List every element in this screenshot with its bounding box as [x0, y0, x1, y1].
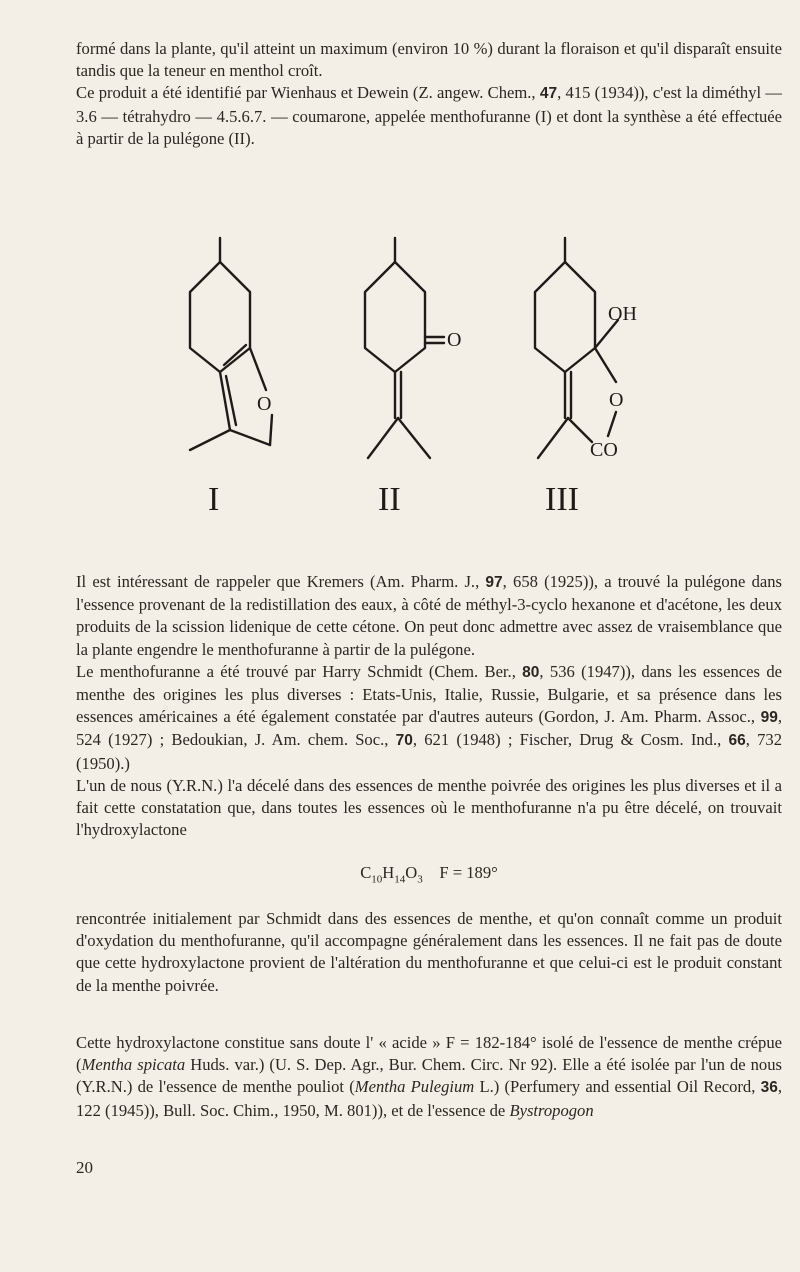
lactone-oxygen-label: O	[609, 389, 624, 411]
text-span: Huds. var.) (U. S. Dep. Agr., Bur. Chem. Circ. Nr 92). Elle a été isolée par l'un de nous (Y.R.N.) de l'essence de menthe pouliot (	[76, 1055, 782, 1097]
paragraph-2	[76, 82, 782, 150]
text-span: Ce produit a été identifié par Wienhaus et Dewein (Z. angew. Chem.,	[76, 83, 540, 103]
text-span: Cette hydroxylactone constitue sans doute l' « acide » F = 182-184° isolé de l'essence de menthe crépue (	[76, 1033, 782, 1075]
formula-carbon-count: 10	[371, 873, 383, 886]
formula-oxygen: O	[405, 863, 418, 882]
structure-iii	[535, 238, 618, 458]
chemical-structures-diagram	[150, 220, 650, 520]
paragraph-7	[76, 1032, 782, 1122]
species-name: Mentha spicata	[81, 1055, 186, 1075]
page-number: 20	[76, 1158, 93, 1177]
paragraph-4	[76, 661, 782, 775]
text-span: , 621 (1948) ; Fischer, Drug & Cosm. Ind.,	[412, 730, 729, 750]
formula-hydrogen: H	[382, 863, 395, 882]
ketone-oxygen-label: O	[447, 329, 462, 351]
furan-oxygen-label: O	[257, 393, 272, 415]
paragraph-3	[76, 571, 782, 661]
numeral-iii: III	[545, 481, 579, 518]
volume-number: 36	[760, 1079, 778, 1097]
text-span: , 122 (1945)), Bull. Soc. Chim., 1950, M. 801)), et de l'essence de	[76, 1077, 783, 1120]
structure-ii	[365, 238, 444, 458]
text-span: , 658 (1925)), a trouvé la pulégone dans l'essence provenant de la redistillation des eaux, à côté de méthyl-3-cyclo hexanone et d'acétone, les deux produits de la scission lidenique de cette cétone. On peut donc admettre avec assez de vraisemblance que la plante engendre le menthofuranne à partir de la pulégone.	[76, 572, 782, 659]
text-block-top	[76, 38, 782, 150]
chemical-formula	[76, 863, 782, 885]
numeral-i: I	[208, 481, 220, 518]
volume-number: 97	[485, 574, 503, 591]
volume-number: 99	[760, 709, 778, 727]
text-span: , 536 (1947)), dans les essences de menthe des origines les plus diverses : Etats-Unis, Italie, Russie, Bulgarie, et sa présence dans les essences américaines a été également constatée par d'autres auteurs (Gordon, J. Am. Pharm. Assoc.,	[76, 661, 782, 727]
text-span: , 524 (1927) ; Bedoukian, J. Am. chem. Soc.,	[76, 707, 782, 750]
text-span: L.) (Perfumery and essential Oil Record,	[474, 1077, 761, 1097]
species-name: Bystropogon	[509, 1100, 594, 1120]
text-span: , 415 (1934)), c'est la diméthyl — 3.6 — tétrahydro — 4.5.6.7. — coumarone, appelée menthofuranne (I) et dont la synthèse a été effectuée à partir de la pulégone (II).	[76, 83, 782, 148]
numeral-ii: II	[378, 481, 401, 518]
structure-i	[190, 238, 272, 450]
volume-number: 80	[522, 663, 540, 681]
text-span: , 732 (1950).)	[76, 730, 783, 773]
volume-number: 66	[728, 732, 746, 750]
text-block-last	[76, 1032, 782, 1122]
text-span: Il est intéressant de rappeler que Kremers (Am. Pharm. J.,	[76, 572, 486, 591]
formula-oxygen-count: 3	[417, 873, 423, 886]
species-name: Mentha Pulegium	[354, 1077, 475, 1097]
paragraph-1: formé dans la plante, qu'il atteint un maximum (environ 10 %) durant la floraison et qu'il disparaît ensuite tandis que la teneur en menthol croît.	[76, 39, 782, 81]
melting-point: F = 189°	[439, 863, 498, 882]
formula-carbon: C	[360, 863, 372, 882]
volume-number: 47	[539, 85, 558, 103]
text-span: Le menthofuranne a été trouvé par Harry Schmidt (Chem. Ber.,	[76, 661, 523, 681]
paragraph-6: rencontrée initialement par Schmidt dans des essences de menthe, et qu'on connaît comme un produit d'oxydation du menthofuranne, qu'il accompagne généralement dans les essences. Il ne fait pas de doute que cette hydroxylactone provient de l'altération du menthofuranne et que celui-ci est le produit constant de la menthe poivrée.	[76, 909, 782, 995]
paragraph-5: L'un de nous (Y.R.N.) l'a décelé dans des essences de menthe poivrée des origines les plus diverses et il a fait cette constatation que, dans toutes les essences où le menthofuranne n'a pu être décelé, on trouvait l'hydroxylactone	[76, 775, 782, 840]
volume-number: 70	[395, 732, 413, 750]
hydroxyl-label: OH	[608, 303, 637, 325]
formula-hydrogen-count: 14	[394, 873, 406, 886]
text-block-after-formula	[76, 908, 782, 997]
text-block-middle	[76, 571, 782, 841]
carbonyl-label: CO	[590, 439, 618, 461]
